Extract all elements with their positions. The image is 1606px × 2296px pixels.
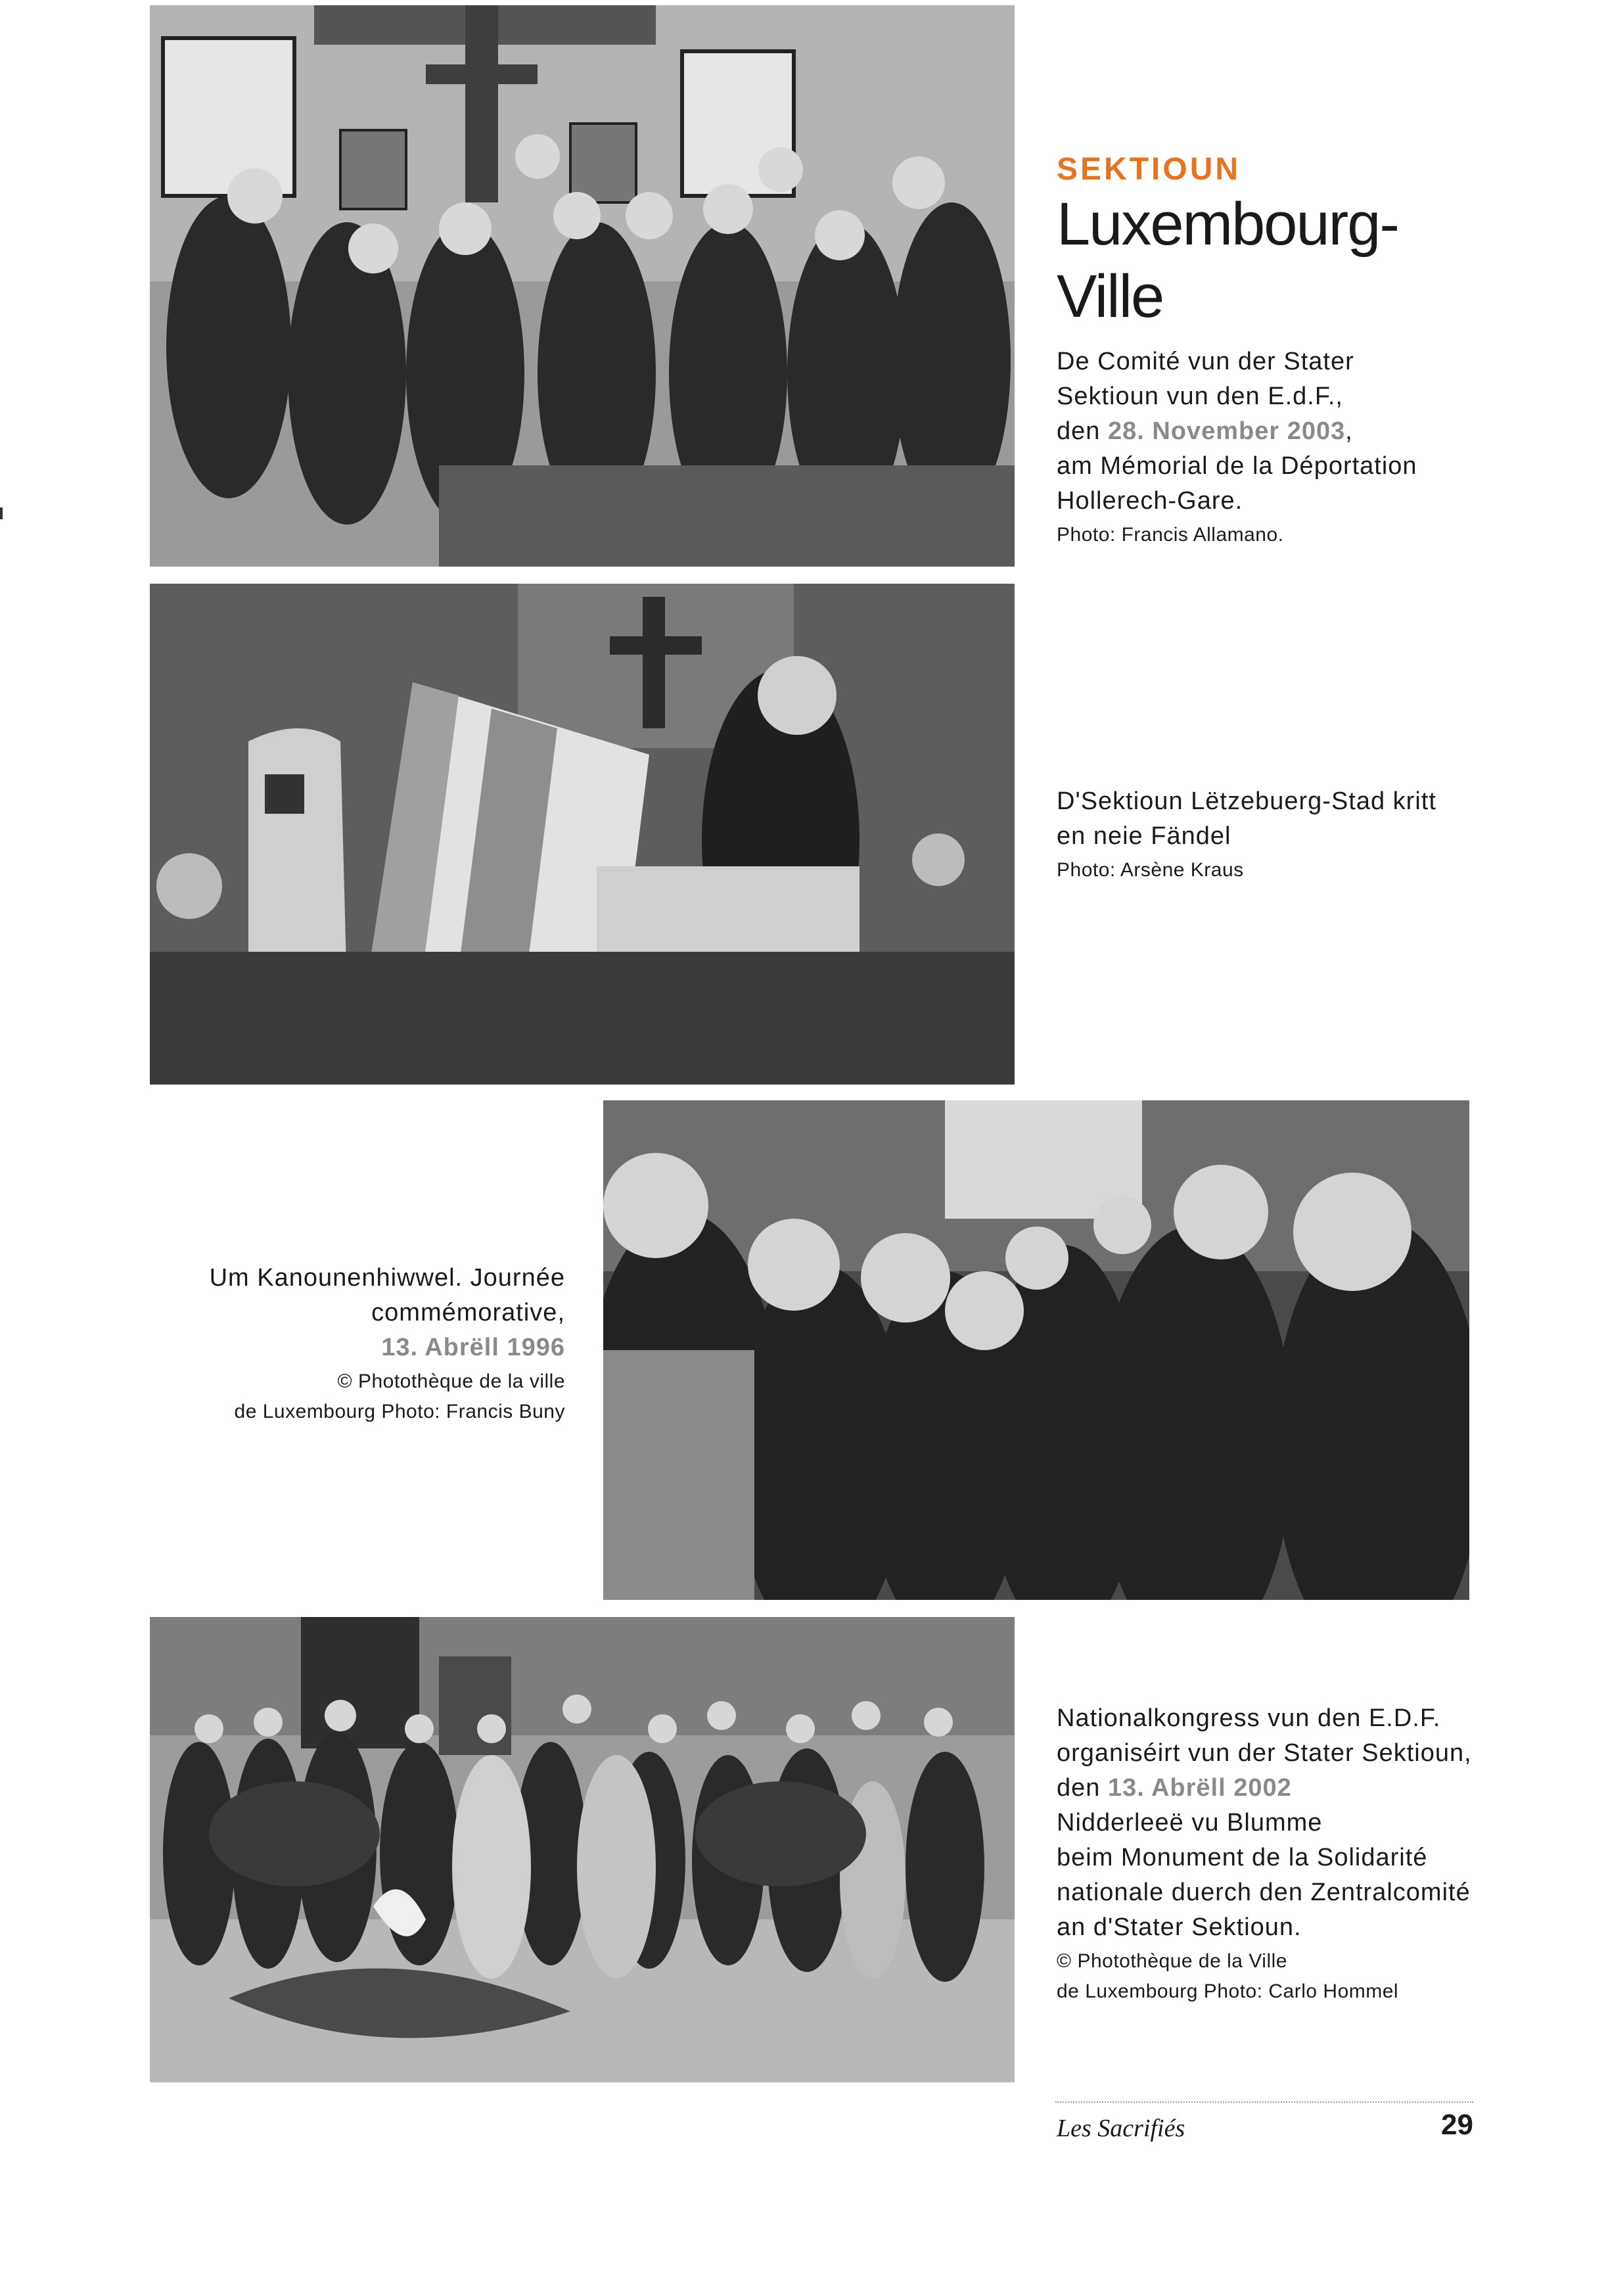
- caption-kanounenhiwwel: [79, 1261, 565, 1427]
- caption-committee-line3-pre: den: [1057, 417, 1108, 445]
- caption-flag-credit: Photo: Arsène Kraus: [1057, 859, 1244, 881]
- photo-flag: [150, 584, 1015, 1085]
- photo-kanounenhiwwel-graphic: [603, 1100, 1469, 1600]
- section-title-line2: Ville: [1057, 263, 1164, 330]
- caption-committee-line3: [1057, 414, 1582, 449]
- caption-nationalkongress: [1057, 1701, 1582, 2007]
- caption-flag: [1057, 784, 1582, 885]
- section-title-line1: Luxembourg-: [1057, 191, 1399, 258]
- caption-kanounenhiwwel-credit1: © Photothèque de la ville: [337, 1371, 565, 1392]
- caption-committee-line5: Hollerech-Gare.: [1057, 487, 1243, 515]
- caption-kanounenhiwwel-line1: Um Kanounenhiwwel. Journée: [209, 1264, 565, 1292]
- caption-committee-line4: am Mémorial de la Déportation: [1057, 452, 1417, 480]
- caption-nationalkongress-line1: Nationalkongress vun den E.D.F.: [1057, 1704, 1441, 1732]
- caption-nationalkongress-date: 13. Abrëll 2002: [1107, 1774, 1292, 1802]
- caption-committee-credit: Photo: Francis Allamano.: [1057, 524, 1284, 546]
- caption-nationalkongress-credit1: © Photothèque de la Ville: [1057, 1950, 1287, 1972]
- footer-divider: [1055, 2101, 1473, 2103]
- photo-flag-graphic: [150, 584, 1015, 1085]
- photo-nationalkongress: [150, 1617, 1015, 2082]
- footer-page-number: 29: [1441, 2109, 1473, 2141]
- caption-nationalkongress-line6: nationale duerch den Zentralcomité: [1057, 1879, 1471, 1906]
- caption-committee-line1: De Comité vun der Stater: [1057, 348, 1354, 375]
- caption-kanounenhiwwel-line2: commémorative,: [371, 1299, 565, 1326]
- caption-nationalkongress-line3: [1057, 1771, 1582, 1806]
- footer-publication-title: Les Sacrifiés: [1057, 2115, 1185, 2142]
- section-label: SEKTIOUN: [1057, 152, 1241, 187]
- photo-committee: [150, 5, 1015, 567]
- caption-committee-date: 28. November 2003: [1107, 417, 1346, 445]
- caption-nationalkongress-line4: Nidderleeë vu Blumme: [1057, 1809, 1323, 1837]
- caption-nationalkongress-line2: organiséirt vun der Stater Sektioun,: [1057, 1739, 1472, 1767]
- photo-committee-graphic: [150, 5, 1015, 567]
- caption-nationalkongress-line5: beim Monument de la Solidarité: [1057, 1844, 1428, 1871]
- caption-flag-line2: en neie Fändel: [1057, 822, 1231, 850]
- caption-committee-line2: Sektioun vun den E.d.F.,: [1057, 383, 1343, 410]
- photo-nationalkongress-graphic: [150, 1617, 1015, 2082]
- caption-kanounenhiwwel-credit2: de Luxembourg Photo: Francis Buny: [234, 1401, 565, 1422]
- caption-committee-line3-post: ,: [1345, 417, 1353, 445]
- caption-nationalkongress-credit2: de Luxembourg Photo: Carlo Hommel: [1057, 1980, 1399, 2002]
- caption-flag-line1: D'Sektioun Lëtzebuerg-Stad kritt: [1057, 787, 1436, 815]
- caption-nationalkongress-line3-pre: den: [1057, 1774, 1108, 1802]
- margin-mark: [0, 507, 3, 519]
- photo-kanounenhiwwel: [603, 1100, 1469, 1600]
- section-heading-block: [1057, 151, 1582, 550]
- caption-nationalkongress-line7: an d'Stater Sektioun.: [1057, 1913, 1302, 1941]
- caption-kanounenhiwwel-date: 13. Abrëll 1996: [381, 1334, 565, 1361]
